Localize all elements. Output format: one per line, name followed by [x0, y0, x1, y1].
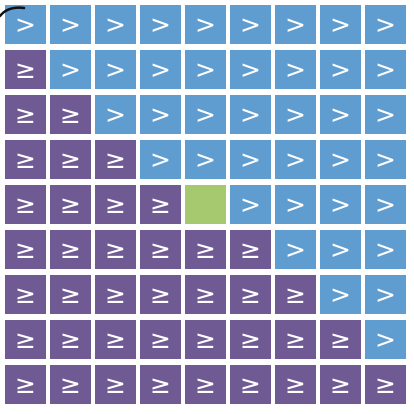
grid-cell[interactable]: ≥ [50, 275, 91, 314]
grid-cell[interactable]: > [95, 5, 136, 44]
grid-cell[interactable]: > [140, 5, 181, 44]
grid-cell[interactable]: ≥ [140, 365, 181, 404]
grid-cell[interactable]: ≥ [95, 230, 136, 269]
corner-arc-decoration [0, 0, 30, 20]
grid-cell[interactable]: > [365, 5, 406, 44]
grid-cell[interactable]: ≥ [50, 230, 91, 269]
grid-cell[interactable]: ≥ [275, 365, 316, 404]
grid-cell[interactable]: > [230, 50, 271, 89]
grid-cell[interactable]: ≥ [50, 365, 91, 404]
grid-cell[interactable]: > [185, 50, 226, 89]
grid-cell[interactable]: ≥ [230, 365, 271, 404]
grid-cell[interactable]: > [275, 140, 316, 179]
grid-cell[interactable]: ≥ [95, 275, 136, 314]
grid-cell[interactable]: > [365, 185, 406, 224]
grid-cell[interactable]: > [140, 50, 181, 89]
grid-cell[interactable]: > [365, 275, 406, 314]
grid-cell[interactable]: ≥ [320, 365, 361, 404]
grid-cell[interactable]: > [230, 5, 271, 44]
grid-cell[interactable]: ≥ [95, 140, 136, 179]
grid-cell[interactable]: > [365, 320, 406, 359]
grid-cell[interactable]: > [275, 185, 316, 224]
grid-cell[interactable]: > [320, 140, 361, 179]
grid-cell[interactable]: ≥ [185, 230, 226, 269]
grid-cell[interactable]: > [365, 140, 406, 179]
grid-cell[interactable]: ≥ [50, 140, 91, 179]
grid-cell[interactable]: ≥ [95, 320, 136, 359]
grid-cell[interactable]: > [95, 95, 136, 134]
grid-cell[interactable]: > [95, 50, 136, 89]
grid-cell[interactable]: ≥ [230, 275, 271, 314]
grid-cell[interactable]: > [50, 50, 91, 89]
grid-cell[interactable]: ≥ [185, 320, 226, 359]
grid-cell[interactable]: ≥ [50, 95, 91, 134]
grid-cell[interactable]: ≥ [140, 320, 181, 359]
grid-cell[interactable]: ≥ [5, 95, 46, 134]
grid-cell[interactable]: > [185, 95, 226, 134]
grid-cell[interactable]: ≥ [275, 320, 316, 359]
grid-cell[interactable]: ≥ [95, 365, 136, 404]
grid-cell[interactable]: ≥ [365, 365, 406, 404]
grid-cell[interactable]: > [275, 5, 316, 44]
grid-cell[interactable]: > [230, 185, 271, 224]
grid-cell[interactable]: > [365, 95, 406, 134]
grid-cell[interactable]: ≥ [185, 275, 226, 314]
grid-cell[interactable]: > [365, 230, 406, 269]
grid-cell[interactable]: > [320, 230, 361, 269]
grid-cell[interactable]: > [230, 140, 271, 179]
grid-cell[interactable]: > [320, 275, 361, 314]
grid-cell[interactable]: ≥ [140, 230, 181, 269]
grid-cell[interactable]: ≥ [5, 320, 46, 359]
grid-cell[interactable]: ≥ [5, 50, 46, 89]
grid-cell[interactable]: > [5, 5, 46, 44]
grid-cell[interactable]: > [185, 5, 226, 44]
grid-cell[interactable]: ≥ [50, 320, 91, 359]
grid-cell[interactable]: > [320, 50, 361, 89]
grid-cell[interactable]: > [140, 140, 181, 179]
grid-cell[interactable]: ≥ [50, 185, 91, 224]
grid-cell[interactable]: > [320, 185, 361, 224]
grid-cell[interactable]: ≥ [185, 365, 226, 404]
grid-cell[interactable]: ≥ [230, 320, 271, 359]
grid-cell[interactable]: ≥ [5, 230, 46, 269]
selected-cell[interactable] [185, 185, 226, 224]
grid-cell[interactable]: ≥ [230, 230, 271, 269]
grid-cell[interactable]: ≥ [140, 275, 181, 314]
grid-cell[interactable]: ≥ [95, 185, 136, 224]
grid-cell[interactable]: ≥ [5, 140, 46, 179]
comparison-grid-board [5, 5, 410, 410]
grid-cell[interactable]: ≥ [5, 275, 46, 314]
grid-cell[interactable]: ≥ [320, 320, 361, 359]
grid-cell[interactable]: ≥ [5, 365, 46, 404]
grid-cell[interactable]: ≥ [5, 185, 46, 224]
grid-cell[interactable]: > [230, 95, 271, 134]
grid-cell[interactable]: > [275, 95, 316, 134]
grid-cell[interactable]: > [320, 5, 361, 44]
grid-cell[interactable]: > [140, 95, 181, 134]
grid-cell[interactable]: > [365, 50, 406, 89]
grid-cell[interactable]: > [185, 140, 226, 179]
grid-cell[interactable]: > [320, 95, 361, 134]
grid-cell[interactable]: ≥ [275, 275, 316, 314]
grid-cell[interactable]: > [275, 230, 316, 269]
grid-cell[interactable]: > [275, 50, 316, 89]
grid-cell[interactable]: ≥ [140, 185, 181, 224]
grid-cell[interactable]: > [50, 5, 91, 44]
